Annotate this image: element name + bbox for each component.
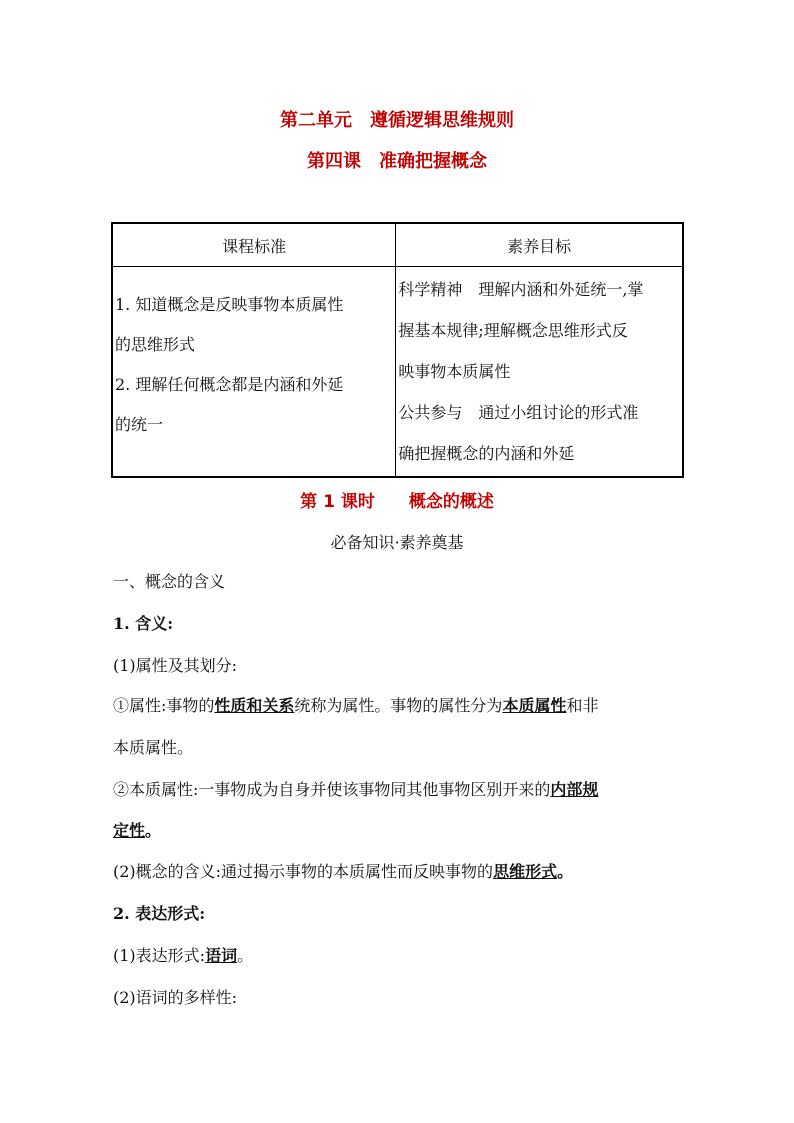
text-span: 统称为属性。事物的属性分为 bbox=[294, 696, 503, 715]
goal-line: 科学精神 理解内涵和外延统一,掌 bbox=[398, 280, 644, 299]
curriculum-table bbox=[111, 222, 684, 478]
standard-line: 2. 理解任何概念都是内涵和外延 bbox=[115, 375, 344, 394]
key-term: 性质和关系 bbox=[214, 696, 295, 715]
text-span: ②本质属性:一事物成为自身并使该事物同其他事物区别开来的 bbox=[113, 780, 551, 799]
table-header-row bbox=[112, 223, 683, 267]
table-header-standard: 课程标准 bbox=[112, 223, 396, 267]
text-span: 。 bbox=[145, 821, 162, 840]
key-term: 内部规 bbox=[550, 780, 599, 799]
lesson-title: 第四课 准确把握概念 bbox=[307, 151, 487, 172]
section-banner: 必备知识·素养奠基 bbox=[330, 533, 464, 552]
goal-line: 公共参与 通过小组讨论的形式准 bbox=[398, 403, 639, 422]
text-span: 和非 bbox=[566, 696, 599, 715]
paragraph-attributes: (1)属性及其划分: bbox=[113, 656, 238, 675]
text-span: (1)表达形式: bbox=[113, 946, 206, 965]
text-span: 。 bbox=[237, 946, 254, 965]
text-span: 。 bbox=[557, 862, 574, 881]
key-term: 思维形式 bbox=[493, 862, 558, 881]
key-term: 定性 bbox=[113, 821, 146, 840]
standard-line: 1. 知道概念是反映事物本质属性 bbox=[115, 295, 344, 314]
goal-line: 握基本规律;理解概念思维形式反 bbox=[398, 321, 628, 340]
table-row bbox=[112, 267, 683, 478]
paragraph-expression-form bbox=[113, 946, 687, 966]
heading-meaning: 1. 含义: bbox=[113, 614, 174, 633]
key-term: 本质属性 bbox=[502, 696, 567, 715]
standard-line: 的统一 bbox=[115, 415, 164, 434]
paragraph-concept-meaning bbox=[113, 862, 687, 882]
period-title: 第 1 课时 概念的概述 bbox=[300, 492, 494, 512]
standard-line: 的思维形式 bbox=[115, 335, 196, 354]
goals-cell bbox=[396, 267, 683, 478]
text-span: ①属性:事物的 bbox=[113, 696, 215, 715]
table-header-goal: 素养目标 bbox=[396, 223, 683, 267]
text-span: (2)概念的含义:通过揭示事物的本质属性而反映事物的 bbox=[113, 862, 494, 881]
goal-line: 映事物本质属性 bbox=[398, 362, 511, 381]
goal-line: 确把握概念的内涵和外延 bbox=[398, 444, 575, 463]
paragraph-word-diversity: (2)语词的多样性: bbox=[113, 988, 238, 1007]
paragraph-attribute-def bbox=[113, 696, 687, 716]
unit-title: 第二单元 遵循逻辑思维规则 bbox=[280, 110, 514, 131]
heading-expression-form: 2. 表达形式: bbox=[113, 904, 206, 923]
standards-cell bbox=[112, 267, 396, 478]
paragraph-continuation bbox=[113, 821, 687, 841]
paragraph-continuation: 本质属性。 bbox=[113, 738, 194, 757]
paragraph-essential-attribute bbox=[113, 780, 687, 800]
heading-concept-meaning: 一、概念的含义 bbox=[113, 572, 226, 591]
key-term: 语词 bbox=[205, 946, 238, 965]
